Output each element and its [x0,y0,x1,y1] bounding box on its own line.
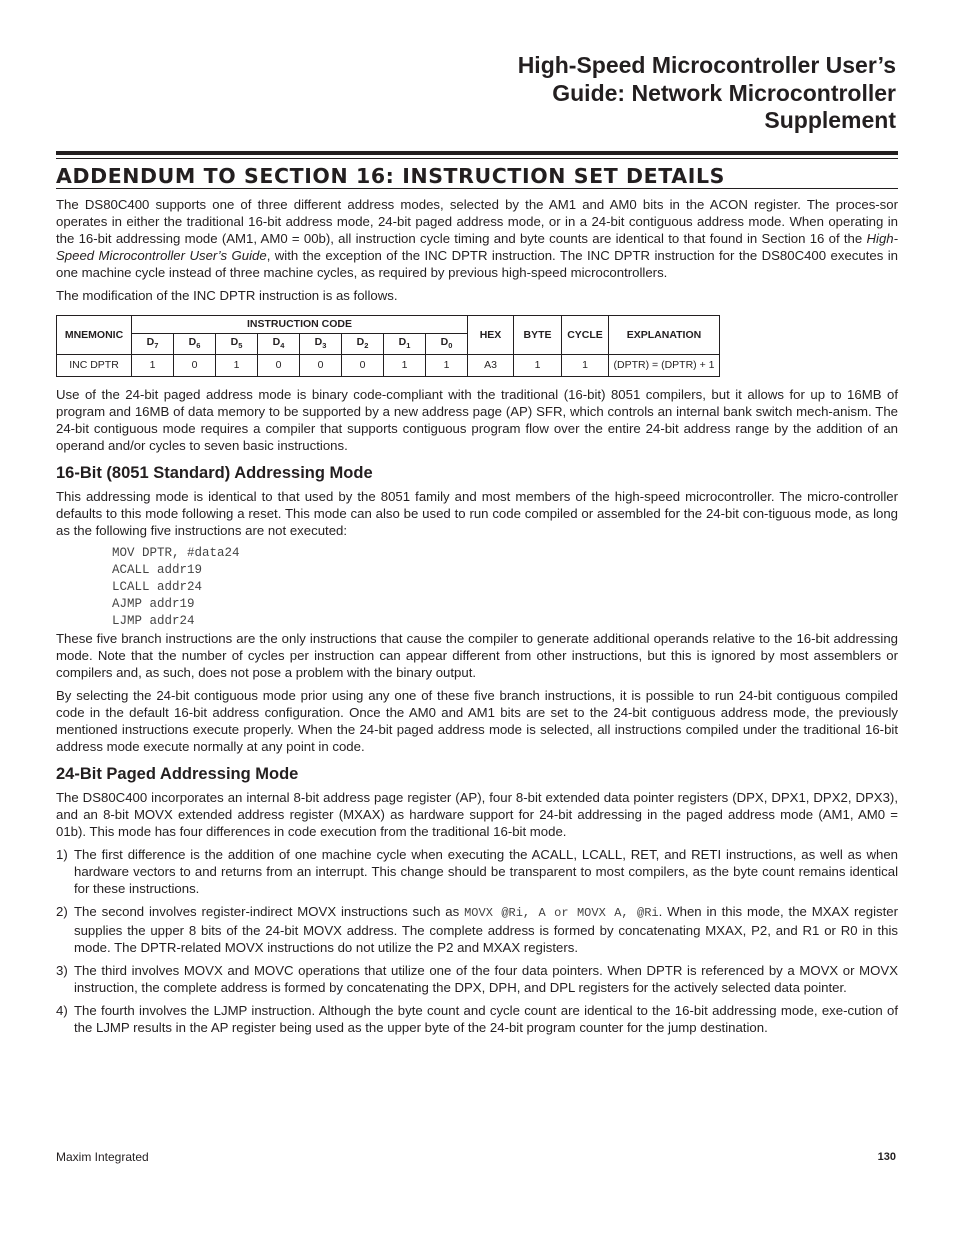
heading-rule-thick [56,151,898,155]
code-block [112,545,898,630]
header-explanation: EXPLANATION [609,316,720,355]
paragraph-contiguous-mode: By selecting the 24-bit contiguous mode prior using any one of these five branch instructions, it is possible to run 24-bit contiguous compiled code in the default 16-bit address configuration. Once the AM0 and AM1 bits are set to the 24-bit contiguous address mode, the previously mentioned instructions execute properly. When the 24-bit paged address mode is selected, all instructions compiled under the traditional 16-bit address mode execute normally at any point in code. [56,688,898,755]
header-hex: HEX [468,316,514,355]
paged-mode-overview: Use of the 24-bit paged address mode is binary code-compliant with the traditional (16-bit) 8051 compilers, but it allows for up to 16MB of program and 16MB of data memory to be supported by a new address page (AP) SFR, which controls an internal bank switch mech-anism. The 24-bit contiguous mode requires a compiler that supports contiguous program flow over the entire 24-bit address range by the addition of an operand and/or cycles to seven basic instructions. [56,387,898,454]
heading-rule-thin [56,158,898,159]
heading-rule-under [56,188,898,189]
header-bit: $D_6$ [174,334,216,355]
paragraph-branch-instructions: These five branch instructions are the only instructions that cause the compiler to generate additional operands relative to the 16-bit addressing mode. Note that the number of cycles per instruction can appear different from other instructions, but this is ignored by most assemblers or compilers and, as such, does not pose a problem with the binary output. [56,631,898,681]
intro-text: The DS80C400 supports one of three different address modes, selected by the AM1 and AM0 bits in the ACON register. The proces-sor operates in either the traditional 16-bit address mode, 24-bit paged address mode, or in a 24-bit contiguous address mode. When operating in the 16-bit addressing mode (AM1, AM0 = 00b), all instruction cycle timing and byte counts are identical to that found in Section 16 of the [56,197,898,246]
guide-title-italic: High-Speed Microcontroller User’s Guide [56,231,898,263]
cell-bit: 1 [216,355,258,377]
list-item: 3) The third involves MOVX and MOVC operations that utilize one of the four data pointers. When DPTR is referenced by a MOVX or MOVX instruction, the complete address is formed by concatenating the DPX, DPH, and DPL registers for the actively selected data pointer. [56,963,898,996]
header-bit: $D_1$ [384,334,426,355]
header-bit: $D_7$ [132,334,174,355]
title-line: Supplement [764,107,896,133]
list-item: 1) The first difference is the addition of one machine cycle when executing the ACALL, LCALL, RET, and RETI instructions, as well as when hardware vectors to and returns from an interrupt. This change should be transparent to most compilers, as the byte count remains identical for these instructions. [56,847,898,897]
section-heading: ADDENDUM TO SECTION 16: INSTRUCTION SET DETAILS [56,164,725,188]
intro-paragraph [56,196,898,281]
header-bit: $D_2$ [342,334,384,355]
header-bit: $D_3$ [300,334,342,355]
table-intro-paragraph: The modification of the INC DPTR instruction is as follows. [56,288,398,303]
differences-list [56,846,898,1036]
header-bit: $D_4$ [258,334,300,355]
code-line: AJMP addr19 [112,597,195,612]
document-title [336,52,896,135]
cell-byte: 1 [514,355,562,377]
cell-explanation: (DPTR) = (DPTR) + 1 [609,355,720,377]
code-line: LCALL addr24 [112,580,203,595]
page-number: 130 [877,1151,896,1163]
cell-bit: 1 [132,355,174,377]
subheading-16bit: 16-Bit (8051 Standard) Addressing Mode [56,464,373,483]
paragraph-16bit-intro: This addressing mode is identical to that used by the 8051 family and most members of the high-speed microcontroller. The micro-controller defaults to this mode following a reset. This mode can also be used to run code compiled or assembled for the 24-bit con-tiguous mode, as long as the following five instructions are not executed: [56,489,898,539]
inline-code: MOVX @Ri, A or MOVX A, @Ri [464,906,659,921]
header-instruction-code: INSTRUCTION CODE [132,316,468,334]
header-mnemonic: MNEMONIC [57,316,132,355]
code-line: LJMP addr24 [112,614,195,629]
main-content [56,196,898,1042]
cell-bit: 1 [384,355,426,377]
list-item: 2) The second involves register-indirect MOVX instructions such as MOVX @Ri, A or MOVX A, @Ri. When in this mode, the MXAX register supplies the upper 8 bits of the 24-bit MOVX address. The complete address is formed by concatenating MXAX, P2, and R1 or R0 in this mode. The DPTR-related MOVX instructions do not utilize the P2 and MXAX registers. [56,904,898,956]
table-row [57,355,720,377]
cell-bit: 0 [174,355,216,377]
cell-bit: 0 [258,355,300,377]
cell-bit: 0 [342,355,384,377]
header-bit: $D_5$ [216,334,258,355]
cell-mnemonic: INC DPTR [57,355,132,377]
title-line: High-Speed Microcontroller User’s [517,52,896,78]
cell-cycle: 1 [562,355,609,377]
header-bit: $D_0$ [426,334,468,355]
title-line: Guide: Network Microcontroller [552,79,896,106]
code-line: MOV DPTR, #data24 [112,546,240,561]
cell-bit: 0 [300,355,342,377]
cell-bit: 1 [426,355,468,377]
instruction-table [56,315,720,377]
list-item: 4) The fourth involves the LJMP instruction. Although the byte count and cycle count are identical to the 16-bit addressing mode, exe-cution of the LJMP results in the AP register being used as the upper byte of the 24-bit program counter for the jump destination. [56,1003,898,1036]
header-cycle: CYCLE [562,316,609,355]
cell-hex: A3 [468,355,514,377]
footer-company: Maxim Integrated [56,1150,149,1164]
intro-text: , with the exception of the INC DPTR instruction. The INC DPTR instruction for the DS80C400 executes in one machine cycle instead of three machine cycles, as required by previous high-speed microcontrollers. [56,248,898,280]
code-line: ACALL addr19 [112,563,203,578]
subheading-24bit-paged: 24-Bit Paged Addressing Mode [56,765,299,784]
header-byte: BYTE [514,316,562,355]
paragraph-24bit-intro: The DS80C400 incorporates an internal 8-bit address page register (AP), four 8-bit extended data pointer registers (DPX, DPX1, DPX2, DPX3), and an 8-bit MOVX extended address register (MXAX) as hardware support for 24-bit addressing in the paged address mode (AM1, AM0 = 01b). This mode has four differences in code execution from the traditional 16-bit mode. [56,790,898,840]
